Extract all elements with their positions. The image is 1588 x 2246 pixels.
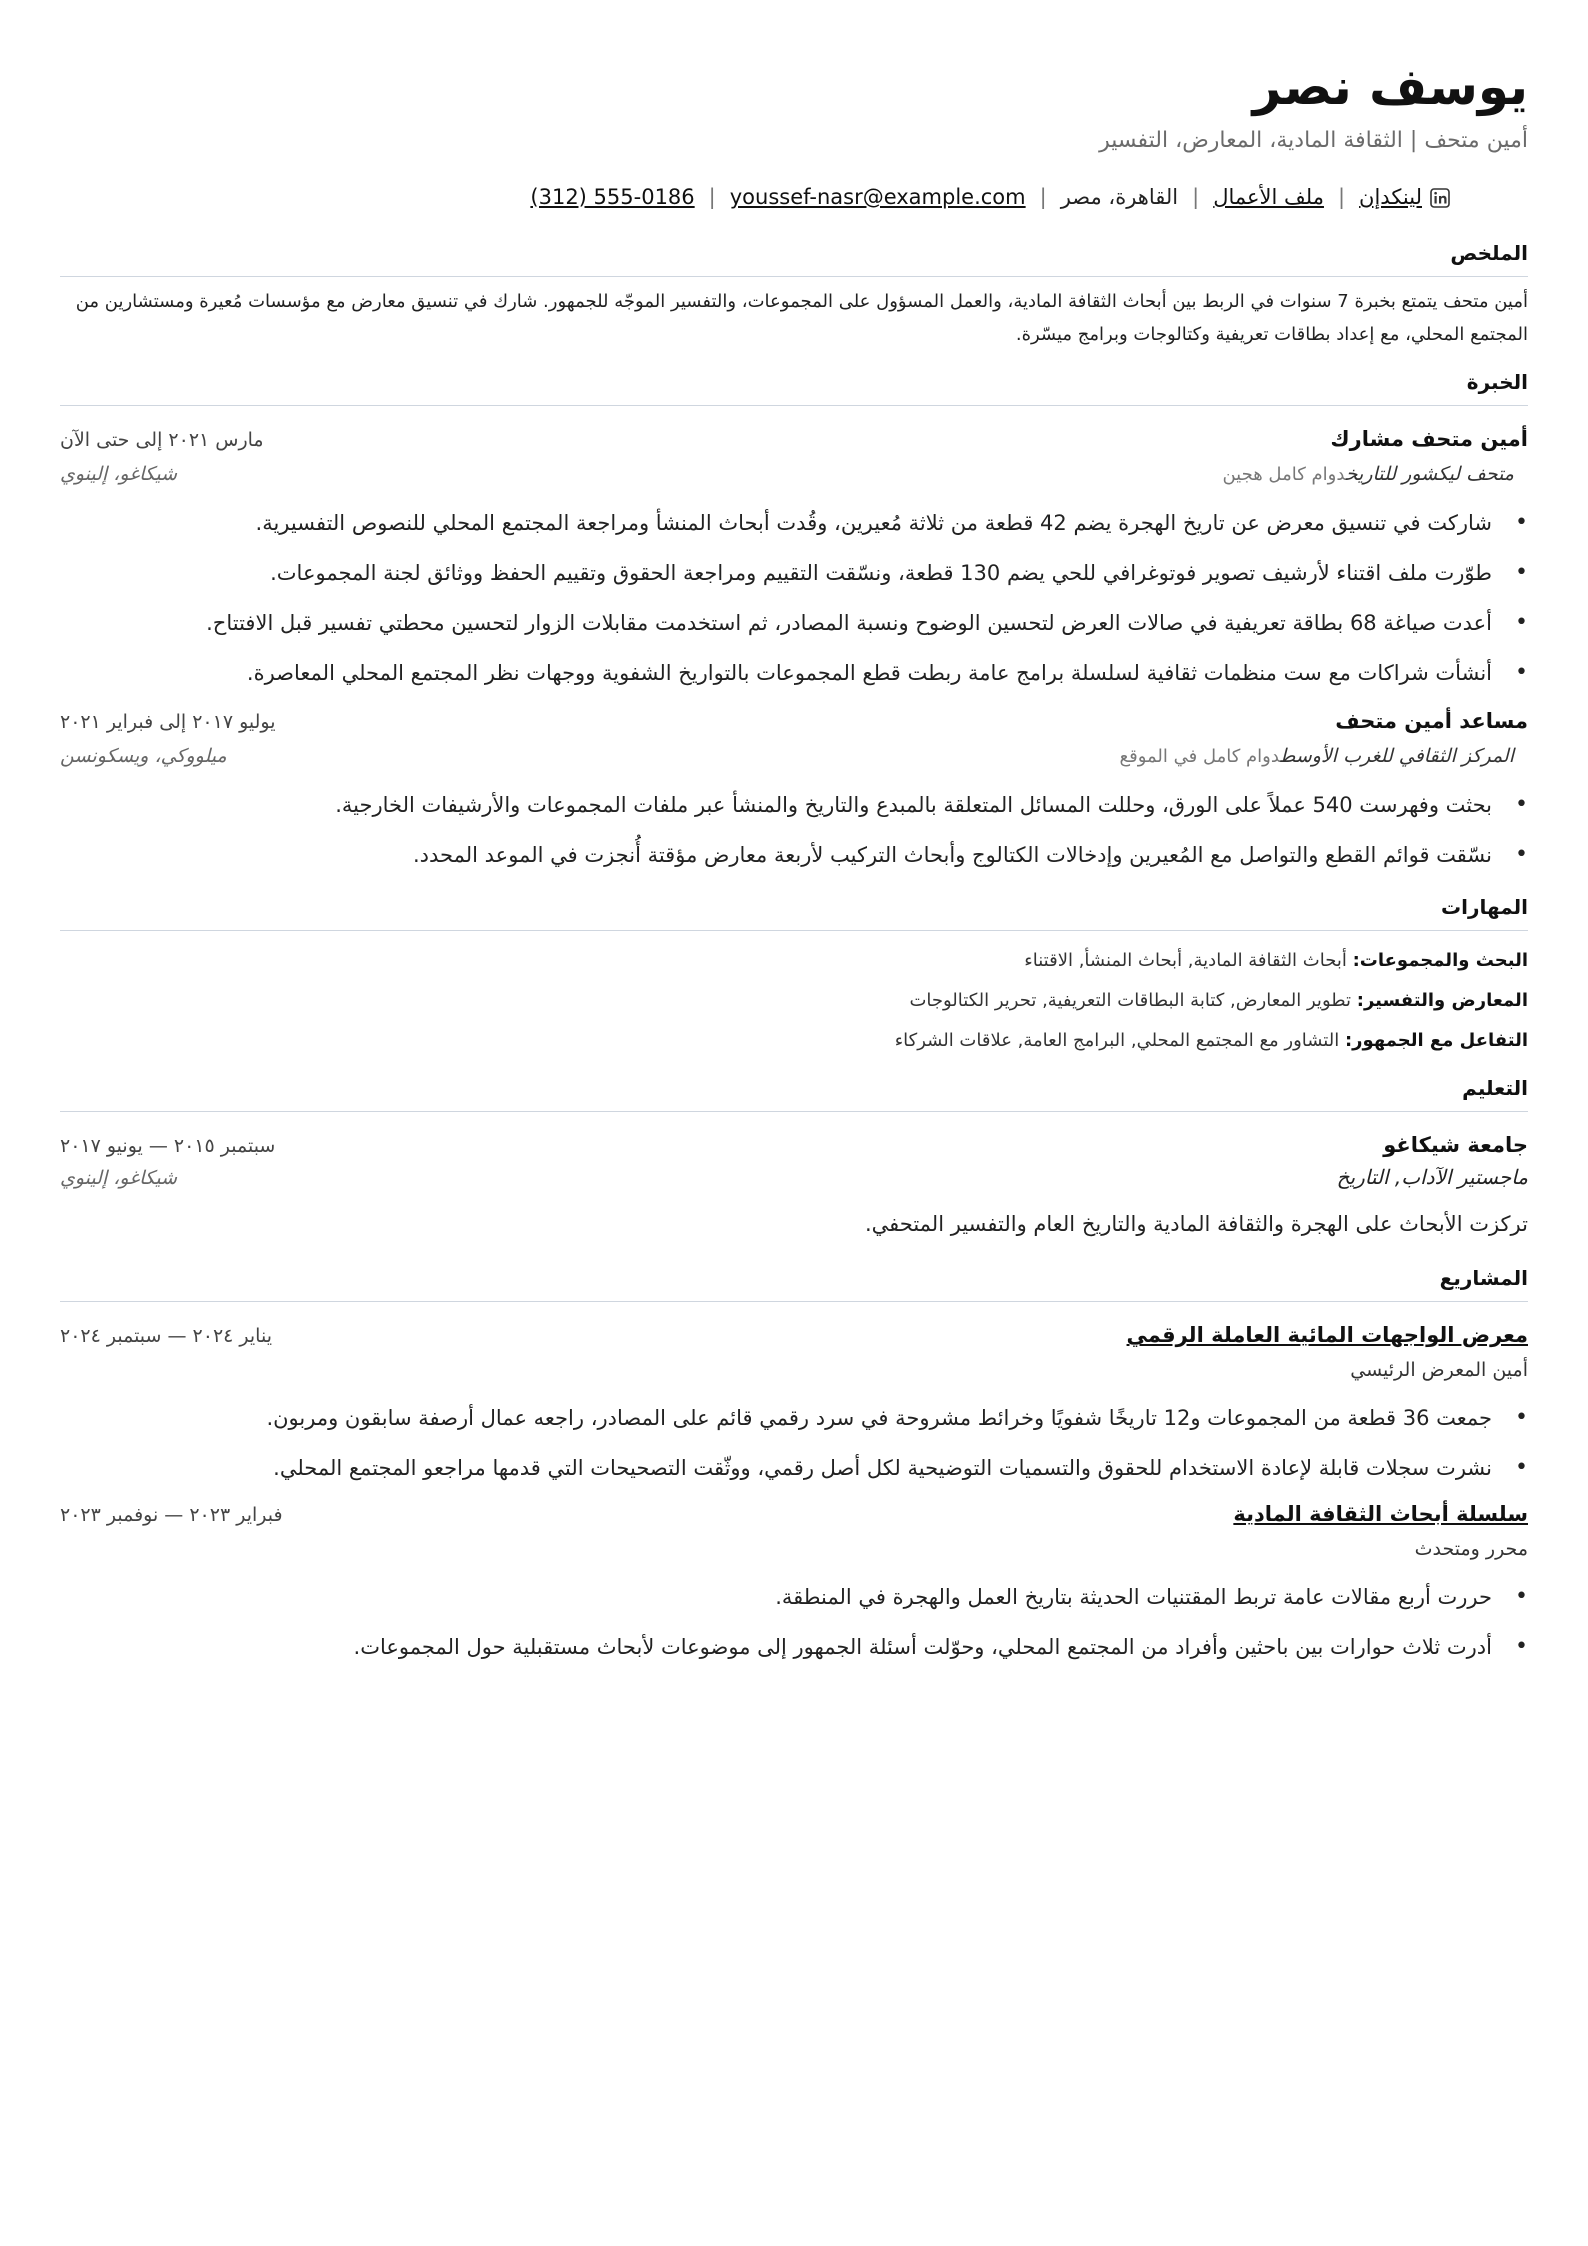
job-entry <box>60 706 1528 880</box>
skill-label: البحث والمجموعات: <box>1352 950 1528 971</box>
location: القاهرة، مصر <box>1060 185 1179 209</box>
project-bullets <box>60 1393 1528 1493</box>
skills-heading: المهارات <box>60 894 1528 931</box>
job-meta: دوام كامل هجين <box>1222 464 1346 485</box>
skills-list <box>60 941 1528 1061</box>
list-item: • طوّرت ملف اقتناء لأرشيف تصوير فوتوغرافي للحي يضم 130 قطعة، ونسّقت التقييم ومراجعة الحقوق وتقييم الحفظ ووثائق لجنة المجموعات. <box>60 548 1528 598</box>
list-item: • جمعت 36 قطعة من المجموعات و12 تاريخًا شفويًا وخرائط مشروحة في سرد رقمي قائم على المصادر، راجعه عمال أرصفة سابقون ومربون. <box>60 1393 1528 1443</box>
skill-value: أبحاث الثقافة المادية, أبحاث المنشأ, الاقتناء <box>1024 950 1347 971</box>
linkedin-icon <box>1430 188 1450 208</box>
list-item: • أدرت ثلاث حوارات بين باحثين وأفراد من المجتمع المحلي، وحوّلت أسئلة الجمهور إلى موضوعات لأبحاث مستقبلية حول المجموعات. <box>60 1622 1528 1672</box>
project-role: محرر ومتحدث <box>1414 1538 1528 1560</box>
headline: أمين متحف | الثقافة المادية، المعارض، التفسير <box>1099 128 1528 153</box>
project-date: فبراير ٢٠٢٣ — نوفمبر ٢٠٢٣ <box>60 1504 283 1526</box>
project-role: أمين المعرض الرئيسي <box>1350 1359 1528 1381</box>
job-entry <box>60 424 1528 698</box>
separator: | <box>708 185 716 209</box>
job-bullets <box>60 498 1528 698</box>
job-date: يوليو ٢٠١٧ إلى فبراير ٢٠٢١ <box>60 711 276 733</box>
separator: | <box>1337 185 1346 209</box>
phone-link[interactable]: (312) 555-0186 <box>530 185 695 209</box>
education-note: تركزت الأبحاث على الهجرة والثقافة المادية والتاريخ العام والتفسير المتحفي. <box>864 1212 1528 1236</box>
portfolio-link[interactable]: ملف الأعمال <box>1213 185 1324 209</box>
job-org-line <box>1120 741 1528 772</box>
list-item: • حررت أربع مقالات عامة تربط المقتنيات الحديثة بتاريخ العمل والهجرة في المنطقة. <box>60 1572 1528 1622</box>
job-location: ميلووكي، ويسكونسن <box>60 745 227 767</box>
list-item: • أنشأت شراكات مع ست منظمات ثقافية لسلسلة برامج عامة ربطت قطع المجموعات بالتواريخ الشفوية ووجهات نظر المجتمع المحلي المعاصرة. <box>60 648 1528 698</box>
separator: | <box>1039 185 1047 209</box>
project-bullets <box>60 1572 1528 1672</box>
skill-value: تطوير المعارض, كتابة البطاقات التعريفية, تحرير الكتالوجات <box>909 990 1352 1011</box>
summary-text: أمين متحف يتمتع بخبرة 7 سنوات في الربط بين أبحاث الثقافة المادية، والعمل المسؤول على المجموعات، والتفسير الموجّه للجمهور. شارك في تنسيق معارض مع مؤسسات مُعيرة ومستشارين من المجتمع المحلي، مع إعداد بطاقات تعريفية وكتالوجات وبرامج ميسّرة. <box>75 291 1528 345</box>
project-entry <box>60 1499 1528 1672</box>
school-name: جامعة شيكاغو <box>1383 1133 1528 1157</box>
project-entry <box>60 1320 1528 1493</box>
linkedin-label[interactable]: لينكدإن <box>1359 185 1422 209</box>
project-date: يناير ٢٠٢٤ — سبتمبر ٢٠٢٤ <box>60 1325 272 1347</box>
experience-heading: الخبرة <box>60 369 1528 406</box>
education-heading: التعليم <box>60 1075 1528 1112</box>
job-title: مساعد أمين متحف <box>1335 709 1528 733</box>
job-title: أمين متحف مشارك <box>1330 427 1528 451</box>
skill-row <box>60 941 1528 981</box>
job-org: متحف ليكشور للتاريخ <box>1345 463 1514 485</box>
job-meta: دوام كامل في الموقع <box>1119 746 1281 767</box>
candidate-name: يوسف نصر <box>1252 58 1528 116</box>
linkedin-link[interactable] <box>1359 182 1450 212</box>
job-date: مارس ٢٠٢١ إلى حتى الآن <box>60 429 264 451</box>
education-location: شيكاغو، إلينوي <box>60 1167 178 1189</box>
project-title[interactable]: سلسلة أبحاث الثقافة المادية <box>1233 1502 1528 1526</box>
contact-line <box>60 182 1528 212</box>
skill-label: المعارض والتفسير: <box>1356 990 1528 1011</box>
job-bullets <box>60 780 1528 880</box>
list-item: • شاركت في تنسيق معرض عن تاريخ الهجرة يضم 42 قطعة من ثلاثة مُعيرين، وقُدت أبحاث المنشأ ومراجعة المجتمع المحلي للنصوص التفسيرية. <box>60 498 1528 548</box>
job-location: شيكاغو، إلينوي <box>60 463 178 485</box>
list-item: • نسّقت قوائم القطع والتواصل مع المُعيرين وإدخالات الكتالوج وأبحاث التركيب لأربعة معارض مؤقتة أُنجزت في الموعد المحدد. <box>60 830 1528 880</box>
job-org-line <box>1222 459 1528 490</box>
skill-value: التشاور مع المجتمع المحلي, البرامج العامة, علاقات الشركاء <box>894 1030 1340 1051</box>
email-link[interactable]: youssef-nasr@example.com <box>729 185 1026 209</box>
project-title[interactable]: معرض الواجهات المائية العاملة الرقمي <box>1126 1323 1528 1347</box>
skill-label: التفاعل مع الجمهور: <box>1344 1030 1528 1051</box>
degree: ماجستير الآداب, التاريخ <box>1336 1165 1528 1189</box>
separator: | <box>1192 185 1200 209</box>
skill-row <box>60 1021 1528 1061</box>
education-entry <box>60 1130 1528 1241</box>
projects-heading: المشاريع <box>60 1265 1528 1302</box>
list-item: • أعدت صياغة 68 بطاقة تعريفية في صالات العرض لتحسين الوضوح ونسبة المصادر، ثم استخدمت مقابلات الزوار لتحسين محطتي تفسير قبل الافتتاح. <box>60 598 1528 648</box>
list-item: • بحثت وفهرست 540 عملاً على الورق، وحللت المسائل المتعلقة بالمبدع والتاريخ والمنشأ عبر ملفات المجموعات والأرشيفات الخارجية. <box>60 780 1528 830</box>
skill-row <box>60 981 1528 1021</box>
education-date: سبتمبر ٢٠١٥ — يونيو ٢٠١٧ <box>60 1135 276 1157</box>
list-item: • نشرت سجلات قابلة لإعادة الاستخدام للحقوق والتسميات التوضيحية لكل أصل رقمي، ووثّقت التصحيحات التي قدمها مراجعو المجتمع المحلي. <box>60 1443 1528 1493</box>
summary-heading: الملخص <box>60 240 1528 277</box>
job-org: المركز الثقافي للغرب الأوسط <box>1280 745 1514 767</box>
